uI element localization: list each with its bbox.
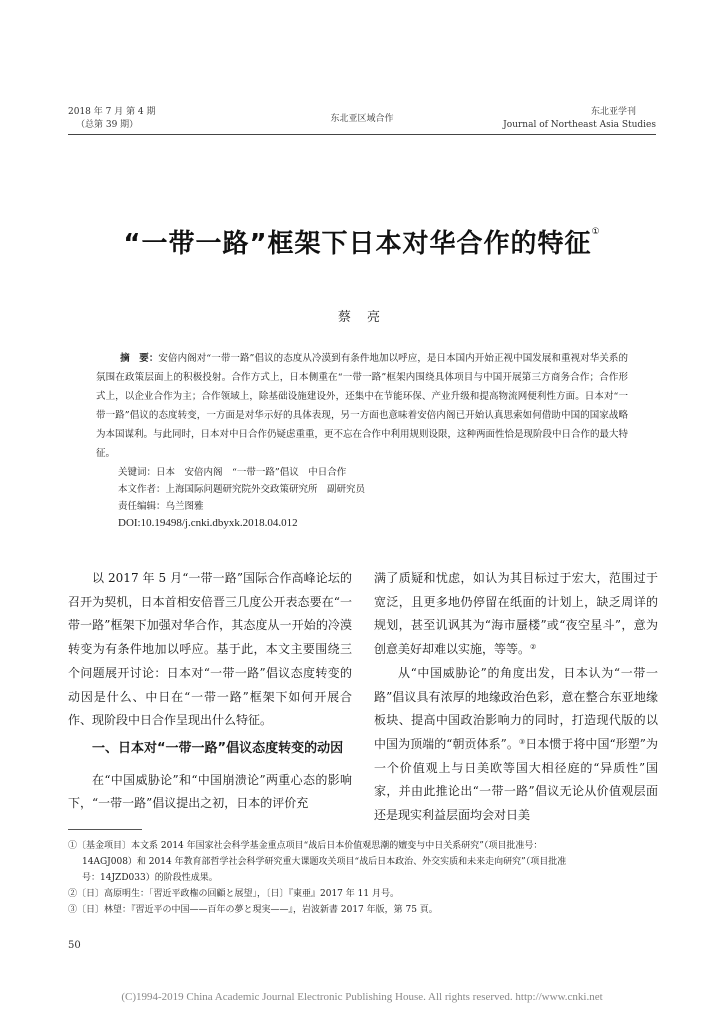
article-author: 蔡 亮 <box>337 310 387 325</box>
abstract <box>96 349 628 463</box>
body-paragraph-text: 满了质疑和忧虑，如认为其目标过于宏大，范围过于宽泛，且更多地仍停留在纸面的计划上，缺乏周详的规划，甚至讥讽其为“海市蜃楼”或“夜空星斗”，意为创意美好却难以实施，等等。 <box>374 571 658 657</box>
header-rule <box>68 134 656 135</box>
footnotes <box>68 838 656 918</box>
footnote-3: ③〔日〕林望：『習近平の中国——百年の夢と現実——』，岩波新書 2017 年版，第 75 頁。 <box>68 905 438 915</box>
header-journal-cn: 东北亚学刊 <box>590 107 636 117</box>
keywords: 关键词：日本 安倍内阁 “一带一路”倡议 中日合作 <box>118 467 347 478</box>
body-paragraph-text: 日本惯于将中国“形塑”为一个价值观上与日美欧等国大相径庭的“异质性”国家，并由此推论出“一带一路”倡议无论从价值观层面还是现实利益层面均会对日美 <box>374 736 658 823</box>
page-number: 50 <box>68 940 81 951</box>
body-paragraph: 以 2017 年 5 月“一带一路”国际合作高峰论坛的召开为契机，日本首相安倍晋三几度公开表态要在“一带一路”框架下加强对华合作，其态度从一开始的冷漠转变为有条件地加以呼应。基于此，本文主要围绕三个问题展开讨论：日本对“一带一路”倡议态度转变的动因是什么、中日在“一带一路”框架下如何开展合作、现阶段中日合作呈现出什么特征。 <box>68 571 352 728</box>
body-paragraph-text: 从“中国威胁论”的角度出发，日本认为“一带一路”倡议具有浓厚的地缘政治色彩，意在整合东亚地缘板块、提高中国政治影响力的同时，打造现代版的以中国为顶端的“朝贡体系”。 <box>374 665 658 751</box>
footnote-1-line-2: 14AGJ008）和 2014 年教育部哲学社会科学研究重大课题攻关项目“战后日本政治、外交实质和未来走向研究”（项目批准 <box>82 857 567 867</box>
header-section: 东北亚区域合作 <box>330 114 394 124</box>
footnote-mark[interactable]: ② <box>530 643 537 652</box>
footnote-rule <box>68 829 142 830</box>
body-paragraph <box>374 662 658 828</box>
copyright-footer[interactable]: (C)1994-2019 China Academic Journal Electronic Publishing House. All rights reserved. http://www.cnki.net <box>121 991 603 1003</box>
body-right-column <box>374 567 658 828</box>
abstract-label: 摘 要： <box>120 353 159 364</box>
article-title <box>0 223 724 260</box>
body-paragraph <box>374 567 658 662</box>
editor-info: 责任编辑：乌兰图雅 <box>118 501 204 512</box>
author-info: 本文作者：上海国际问题研究院外交政策研究所 副研究员 <box>118 484 366 495</box>
header-journal <box>503 106 656 132</box>
footnote-2: ②〔日〕高原明生：「習近平政権の回顧と展望」，〔日〕『東亜』2017 年 11 月号。 <box>68 889 399 899</box>
body-paragraph: 在“中国威胁论”和“中国崩溃论”两重心态的影响下，“一带一路”倡议提出之初，日本的评价充 <box>68 772 352 811</box>
abstract-text: 安倍内阁对“一带一路”倡议的态度从冷漠到有条件地加以呼应，是日本国内开始正视中国发展和重视对华关系的氛围在政策层面上的积极投射。合作方式上，日本侧重在“一带一路”框架内围绕具体项目与中国开展第三方商务合作；合作形式上，以企业合作为主；合作领域上，除基础设施建设外，还集中在节能环保、产业升级和提高物流网便利性方面。日本对“一带一路”倡议的态度转变，一方面是对华示好的具体表现，另一方面也意味着安倍内阁已开始认真思索如何借助中国的国家战略为本国谋利。与此同时，日本对中日合作仍疑虑重重，更不忘在合作中利用规则设限，这种两面性恰是现阶段中日合作的最大特征。 <box>96 353 629 459</box>
footnote-1-line-3: 号：14JZD033）的阶段性成果。 <box>82 873 218 883</box>
body-left-column <box>68 567 352 816</box>
header-issue-total: （总第 39 期） <box>76 120 139 130</box>
doi[interactable]: DOI:10.19498/j.cnki.dbyxk.2018.04.012 <box>118 517 298 529</box>
header-journal-en: Journal of Northeast Asia Studies <box>503 120 656 130</box>
section-heading: 一、日本对“一带一路”倡议态度转变的动因 <box>92 740 344 756</box>
title-footnote-mark[interactable]: ① <box>591 227 601 237</box>
header-issue-date: 2018 年 7 月 第 4 期 <box>68 107 156 117</box>
footnote-1-line-1: ①〔基金项目〕本文系 2014 年国家社会科学基金重点项目“战后日本价值观思潮的嬗变与中日关系研究”（项目批准号： <box>68 841 543 851</box>
footnote-mark[interactable]: ③ <box>518 737 526 746</box>
article-title-text: “一带一路”框架下日本对华合作的特征 <box>123 229 592 259</box>
article-meta <box>118 464 365 532</box>
